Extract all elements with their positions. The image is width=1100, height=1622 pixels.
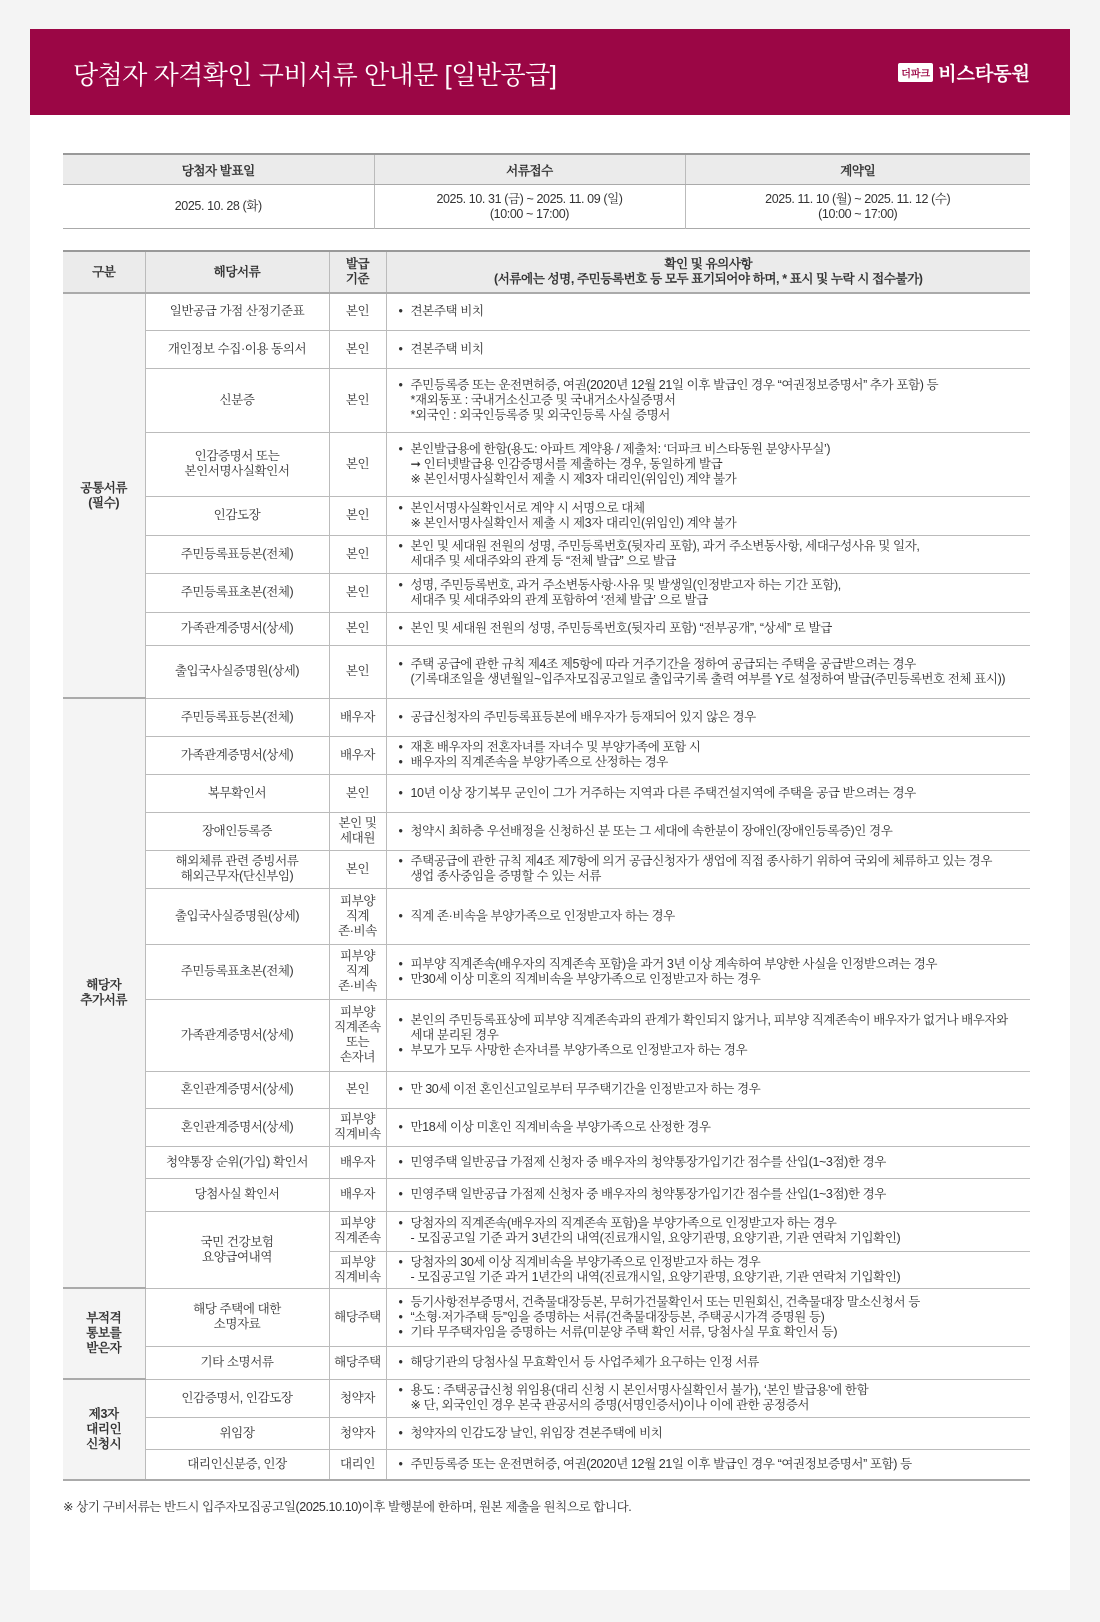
notes-cell xyxy=(386,888,1030,944)
note-continuation: *외국인 : 외국인등록증 및 외국인등록 사실 증명서 xyxy=(410,407,670,422)
table-row xyxy=(63,1346,1030,1379)
issue-basis: 본인 xyxy=(329,368,386,432)
table-row xyxy=(63,888,1030,944)
bullet-note: • 피부양 직계존속(배우자의 직계존속 포함)을 과거 3년 이상 계속하여 부양한 사실을 인정받으려는 경우 xyxy=(399,957,1031,972)
document-name: 혼인관계증명서(상세) xyxy=(145,1071,329,1108)
bullet-note: • 당첨자의 직계존속(배우자의 직계존속 포함)을 부양가족으로 인정받고자 하는 경우 xyxy=(399,1216,1031,1231)
table-row xyxy=(63,535,1030,573)
table-row xyxy=(63,698,1030,736)
schedule-header: 계약일 xyxy=(685,154,1030,185)
bullet-note: • 본인발급용에 한함(용도: 아파트 계약용 / 제출처: ‘더파크 비스타동원 분양사무실’) xyxy=(399,442,1031,457)
bullet-note: • 부모가 모두 사망한 손자녀를 부양가족으로 인정받고자 하는 경우 xyxy=(399,1043,1031,1058)
schedule-table xyxy=(63,153,1030,229)
issue-basis: 본인 xyxy=(329,1071,386,1108)
bullet-note: • 직계 존·비속을 부양가족으로 인정받고자 하는 경우 xyxy=(399,909,1031,924)
table-row xyxy=(63,1178,1030,1211)
table-row xyxy=(63,368,1030,432)
issue-basis: 청약자 xyxy=(329,1379,386,1417)
issue-basis: 본인 xyxy=(329,850,386,888)
notes-cell xyxy=(386,698,1030,736)
table-row xyxy=(63,330,1030,368)
document-name: 기타 소명서류 xyxy=(145,1346,329,1379)
issue-basis: 본인 xyxy=(329,535,386,573)
note-continuation: ※ 단, 외국인인 경우 본국 관공서의 증명(서명인증서)이나 이에 관한 공정증서 xyxy=(410,1398,810,1412)
notes-cell xyxy=(386,1346,1030,1379)
notes-cell xyxy=(386,1178,1030,1211)
issue-basis: 피부양 직계비속 xyxy=(329,1108,386,1146)
header-band xyxy=(30,29,1070,115)
notes-cell xyxy=(386,999,1030,1071)
document-name: 인감증명서 또는 본인서명사실확인서 xyxy=(145,432,329,496)
document-name: 해당 주택에 대한 소명자료 xyxy=(145,1288,329,1346)
document-name: 당첨사실 확인서 xyxy=(145,1178,329,1211)
notes-cell xyxy=(386,1108,1030,1146)
issue-basis: 본인 및 세대원 xyxy=(329,812,386,850)
document-name: 위임장 xyxy=(145,1417,329,1449)
category-cell: 제3자 대리인 신청시 xyxy=(63,1379,145,1480)
brand-logo xyxy=(898,59,1030,86)
table-row xyxy=(63,1071,1030,1108)
table-row xyxy=(63,612,1030,645)
note-continuation: ※ 본인서명사실확인서 제출 시 제3자 대리인(위임인) 계약 불가 xyxy=(410,471,737,486)
issue-basis: 본인 xyxy=(329,612,386,645)
issue-basis: 피부양 직계비속 xyxy=(329,1251,386,1288)
issue-basis: 본인 xyxy=(329,573,386,612)
notes-cell xyxy=(386,1288,1030,1346)
notes-cell xyxy=(386,1379,1030,1417)
table-row xyxy=(63,736,1030,774)
issue-basis: 본인 xyxy=(329,293,386,330)
document-name: 주민등록표등본(전체) xyxy=(145,535,329,573)
notes-cell xyxy=(386,1449,1030,1480)
bullet-note: • 10년 이상 장기복무 군인이 그가 거주하는 지역과 다른 주택건설지역에 주택을 공급 받으려는 경우 xyxy=(399,786,1031,801)
table-row xyxy=(63,774,1030,812)
document-name: 가족관계증명서(상세) xyxy=(145,612,329,645)
bullet-note: • 주민등록증 또는 운전면허증, 여권(2020년 12월 21일 이후 발급인 경우 “여권정보증명서” 추가 포함) 등 xyxy=(399,378,1031,393)
page-title: 당첨자 자격확인 구비서류 안내문 [일반공급] xyxy=(73,60,557,90)
document-card xyxy=(30,29,1070,1590)
bullet-note: • “소형·저가주택 등”임을 증명하는 서류(건축물대장등본, 주택공시가격 증명원 등) xyxy=(399,1310,1031,1325)
document-name: 대리인신분증, 인장 xyxy=(145,1449,329,1480)
bullet-note: • 재혼 배우자의 전혼자녀를 자녀수 및 부양가족에 포함 시 xyxy=(399,740,1031,755)
bullet-note: • 청약자의 인감도장 날인, 위임장 견본주택에 비치 xyxy=(399,1426,1031,1441)
note-continuation: 생업 종사중임을 증명할 수 있는 서류 xyxy=(410,869,601,883)
logo-name: 비스타동원 xyxy=(938,64,1030,85)
bullet-note: • 만18세 이상 미혼인 직계비속을 부양가족으로 산정한 경우 xyxy=(399,1120,1031,1135)
announcement-date: 2025. 10. 28 (화) xyxy=(174,199,262,213)
notes-cell xyxy=(386,612,1030,645)
table-row xyxy=(63,432,1030,496)
notes-cell xyxy=(386,1146,1030,1178)
note-continuation: - 모집공고일 기준 과거 1년간의 내역(진료개시일, 요양기관명, 요양기관, 기관 연락처 기입확인) xyxy=(410,1269,901,1284)
table-row xyxy=(63,293,1030,330)
column-header-category: 구분 xyxy=(63,251,145,293)
notes-cell xyxy=(386,496,1030,535)
notes-cell xyxy=(386,1071,1030,1108)
issue-basis: 배우자 xyxy=(329,736,386,774)
document-name: 청약통장 순위(가입) 확인서 xyxy=(145,1146,329,1178)
bullet-note: • 청약시 최하층 우선배정을 신청하신 분 또는 그 세대에 속한분이 장애인(장애인등록증)인 경우 xyxy=(399,824,1031,839)
bullet-note: • 등기사항전부증명서, 건축물대장등본, 무허가건물확인서 또는 민원회신, 건축물대장 말소신청서 등 xyxy=(399,1295,1031,1310)
note-continuation: ➞ 인터넷발급용 인감증명서를 제출하는 경우, 동일하게 발급 xyxy=(410,456,723,471)
issue-basis: 배우자 xyxy=(329,1146,386,1178)
document-name: 주민등록표초본(전체) xyxy=(145,944,329,999)
issue-basis: 해당주택 xyxy=(329,1346,386,1379)
document-name: 주민등록표초본(전체) xyxy=(145,573,329,612)
bullet-note: • 민영주택 일반공급 가점제 신청자 중 배우자의 청약통장가입기간 점수를 산입(1~3점)한 경우 xyxy=(399,1187,1031,1202)
notes-cell xyxy=(386,736,1030,774)
column-header-document: 해당서류 xyxy=(145,251,329,293)
document-submission-period: 2025. 10. 31 (금) ~ 2025. 11. 09 (일) (10:00 ~ 17:00) xyxy=(374,185,685,229)
notes-cell xyxy=(386,1211,1030,1251)
table-row xyxy=(63,1379,1030,1417)
bullet-note: • 견본주택 비치 xyxy=(399,342,1031,357)
bullet-note: • 해당기관의 당첨사실 무효확인서 등 사업주체가 요구하는 인정 서류 xyxy=(399,1355,1031,1370)
notes-cell xyxy=(386,774,1030,812)
table-row xyxy=(63,999,1030,1071)
document-name: 개인정보 수집·이용 동의서 xyxy=(145,330,329,368)
document-name: 주민등록표등본(전체) xyxy=(145,698,329,736)
issue-basis: 본인 xyxy=(329,645,386,698)
bullet-note: • 당첨자의 30세 이상 직계비속을 부양가족으로 인정받고자 하는 경우 xyxy=(399,1255,1031,1270)
notes-cell xyxy=(386,573,1030,612)
document-name: 가족관계증명서(상세) xyxy=(145,999,329,1071)
notes-cell xyxy=(386,330,1030,368)
issue-basis: 피부양 직계 존·비속 xyxy=(329,888,386,944)
footnote: ※ 상기 구비서류는 반드시 입주자모집공고일(2025.10.10)이후 발행분에 한하며, 원본 제출을 원칙으로 합니다. xyxy=(63,1500,632,1514)
notes-cell xyxy=(386,432,1030,496)
bullet-note: • 주택공급에 관한 규칙 제4조 제7항에 의거 공급신청자가 생업에 직접 종사하기 위하여 국외에 체류하고 있는 경우 xyxy=(399,854,1031,869)
category-cell: 부적격 통보를 받은자 xyxy=(63,1288,145,1379)
issue-basis: 피부양 직계 존·비속 xyxy=(329,944,386,999)
issue-basis: 배우자 xyxy=(329,698,386,736)
bullet-note: • 만 30세 이전 혼인신고일로부터 무주택기간을 인정받고자 하는 경우 xyxy=(399,1082,1031,1097)
category-cell: 공통서류 (필수) xyxy=(63,293,145,698)
issue-basis: 배우자 xyxy=(329,1178,386,1211)
issue-basis: 대리인 xyxy=(329,1449,386,1480)
notes-cell xyxy=(386,645,1030,698)
document-name: 출입국사실증명원(상세) xyxy=(145,645,329,698)
bullet-note: • 견본주택 비치 xyxy=(399,304,1031,319)
note-continuation: 세대주 및 세대주와의 관계 포함하여 ‘전체 발급’ 으로 발급 xyxy=(410,592,708,607)
contract-period: 2025. 11. 10 (월) ~ 2025. 11. 12 (수) (10:00 ~ 17:00) xyxy=(685,185,1030,229)
issue-basis: 본인 xyxy=(329,496,386,535)
document-name: 가족관계증명서(상세) xyxy=(145,736,329,774)
document-name: 해외체류 관련 증빙서류 해외근무자(단신부임) xyxy=(145,850,329,888)
document-name: 국민 건강보험 요양급여내역 xyxy=(145,1211,329,1288)
note-continuation: - 모집공고일 기준 과거 3년간의 내역(진료개시일, 요양기관명, 요양기관, 기관 연락처 기입확인) xyxy=(410,1231,901,1245)
category-cell: 해당자 추가서류 xyxy=(63,698,145,1288)
bullet-note: • 용도 : 주택공급신청 위임용(대리 신청 시 본인서명사실확인서 불가), ‘본인 발급용’에 한함 xyxy=(399,1383,1031,1398)
notes-cell xyxy=(386,535,1030,573)
issue-basis: 피부양 직계존속 또는 손자녀 xyxy=(329,999,386,1071)
bullet-note: • 민영주택 일반공급 가점제 신청자 중 배우자의 청약통장가입기간 점수를 산입(1~3점)한 경우 xyxy=(399,1155,1031,1170)
column-header-basis: 발급 기준 xyxy=(329,251,386,293)
table-row xyxy=(63,1417,1030,1449)
schedule-header: 당첨자 발표일 xyxy=(63,154,374,185)
documents-table xyxy=(63,250,1030,1481)
notes-cell xyxy=(386,1417,1030,1449)
bullet-note: • 만30세 이상 미혼의 직계비속을 부양가족으로 인정받고자 하는 경우 xyxy=(399,972,1031,987)
bullet-note: • 본인의 주민등록표상에 피부양 직계존속과의 관계가 확인되지 않거나, 피부양 직계존속이 배우자가 없거나 배우자와 xyxy=(399,1013,1031,1028)
issue-basis: 본인 xyxy=(329,774,386,812)
notes-cell xyxy=(386,812,1030,850)
table-row xyxy=(63,1449,1030,1480)
issue-basis: 피부양 직계존속 xyxy=(329,1211,386,1251)
table-row xyxy=(63,1211,1030,1251)
table-row xyxy=(63,1288,1030,1346)
notes-cell xyxy=(386,1251,1030,1288)
table-row xyxy=(63,645,1030,698)
document-name: 출입국사실증명원(상세) xyxy=(145,888,329,944)
schedule-header: 서류접수 xyxy=(374,154,685,185)
bullet-note: • 본인 및 세대원 전원의 성명, 주민등록번호(뒷자리 포함), 과거 주소변동사항, 세대구성사유 및 일자, xyxy=(399,539,1031,554)
document-name: 신분증 xyxy=(145,368,329,432)
issue-basis: 청약자 xyxy=(329,1417,386,1449)
document-name: 혼인관계증명서(상세) xyxy=(145,1108,329,1146)
table-row xyxy=(63,496,1030,535)
logo-badge: 더파크 xyxy=(898,63,933,82)
notes-cell xyxy=(386,293,1030,330)
table-row xyxy=(63,573,1030,612)
note-continuation: 세대주 및 세대주와의 관계 등 “전체 발급” 으로 발급 xyxy=(410,554,677,568)
issue-basis: 해당주택 xyxy=(329,1288,386,1346)
document-name: 복무확인서 xyxy=(145,774,329,812)
bullet-note: • 주민등록증 또는 운전면허증, 여권(2020년 12월 21일 이후 발급인 경우 “여권정보증명서” 포함) 등 xyxy=(399,1457,1031,1472)
bullet-note: • 본인서명사실확인서로 계약 시 서명으로 대체 xyxy=(399,501,1031,516)
table-row xyxy=(63,1146,1030,1178)
note-continuation: (기록대조일을 생년월일~입주자모집공고일로 출입국기록 출력 여부를 Y로 설정하여 발급(주민등록번호 전체 표시)) xyxy=(410,671,1006,686)
bullet-note: • 배우자의 직계존속을 부양가족으로 산정하는 경우 xyxy=(399,755,1031,770)
table-row xyxy=(63,812,1030,850)
bullet-note: • 성명, 주민등록번호, 과거 주소변동사항·사유 및 발생일(인정받고자 하는 기간 포함), xyxy=(399,578,1031,593)
document-name: 일반공급 가점 산정기준표 xyxy=(145,293,329,330)
issue-basis: 본인 xyxy=(329,432,386,496)
table-row xyxy=(63,850,1030,888)
bullet-note: • 본인 및 세대원 전원의 성명, 주민등록번호(뒷자리 포함) “전부공개”, “상세” 로 발급 xyxy=(399,621,1031,636)
document-name: 인감도장 xyxy=(145,496,329,535)
document-name: 장애인등록증 xyxy=(145,812,329,850)
notes-cell xyxy=(386,850,1030,888)
column-header-notes: 확인 및 유의사항 (서류에는 성명, 주민등록번호 등 모두 표기되어야 하며, * 표시 및 누락 시 접수불가) xyxy=(386,251,1030,293)
bullet-note: • 공급신청자의 주민등록표등본에 배우자가 등재되어 있지 않은 경우 xyxy=(399,710,1031,725)
issue-basis: 본인 xyxy=(329,330,386,368)
document-name: 인감증명서, 인감도장 xyxy=(145,1379,329,1417)
note-continuation: *재외동포 : 국내거소신고증 및 국내거소사실증명서 xyxy=(410,392,676,407)
table-row xyxy=(63,944,1030,999)
bullet-note: • 기타 무주택자임을 증명하는 서류(미분양 주택 확인 서류, 당첨사실 무효 확인서 등) xyxy=(399,1325,1031,1340)
notes-cell xyxy=(386,944,1030,999)
note-continuation: ※ 본인서명사실확인서 제출 시 제3자 대리인(위임인) 계약 불가 xyxy=(410,515,737,530)
notes-cell xyxy=(386,368,1030,432)
table-row xyxy=(63,1108,1030,1146)
note-continuation: 세대 분리된 경우 xyxy=(410,1027,499,1042)
bullet-note: • 주택 공급에 관한 규칙 제4조 제5항에 따라 거주기간을 정하여 공급되는 주택을 공급받으려는 경우 xyxy=(399,657,1031,672)
